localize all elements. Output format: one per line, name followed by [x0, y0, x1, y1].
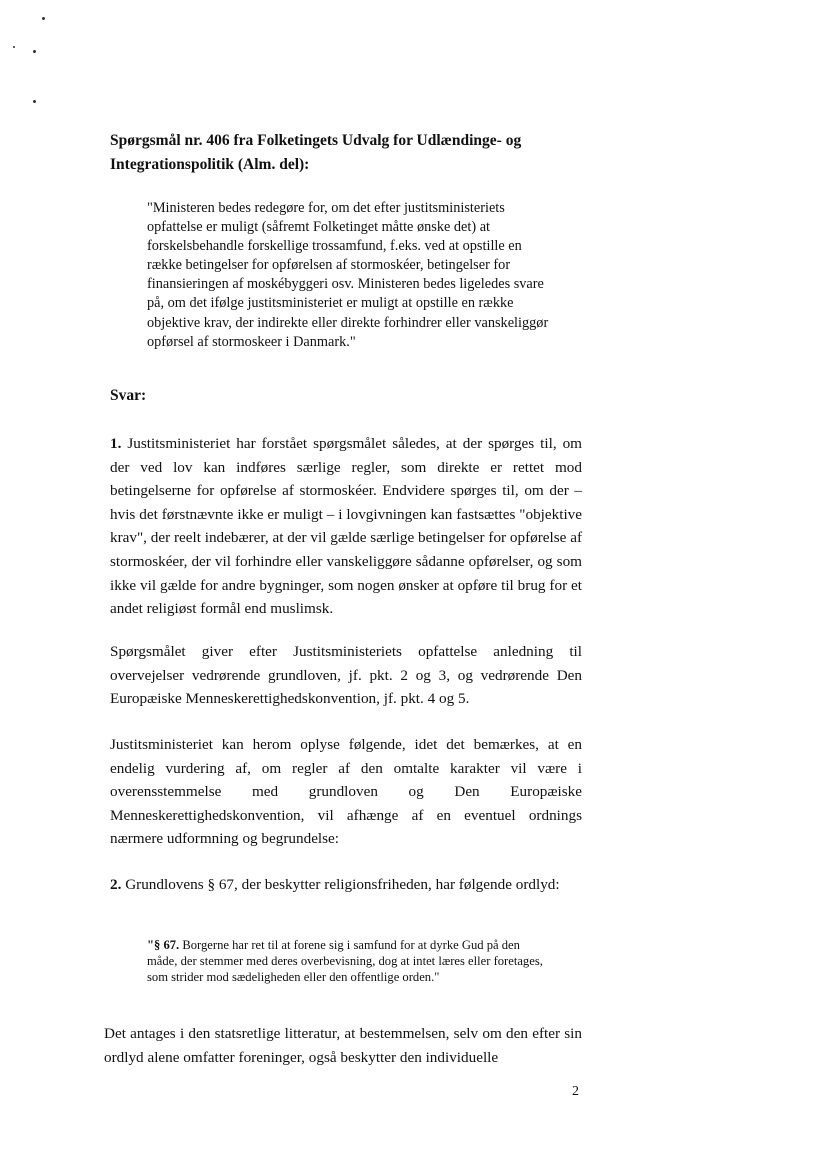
answer-label: Svar: [110, 387, 147, 404]
scan-speck [33, 100, 36, 103]
scan-speck [42, 17, 45, 20]
law-quote-ref: § 67. [154, 938, 180, 952]
page-number: 2 [572, 1084, 579, 1099]
question-quote: "Ministeren bedes redegøre for, om det efter justitsministeriets opfattelse er muligt (såfremt Folketinget måtte ønske det) at forskelsbehandle forskellige trossamfund, f.eks. ved at opstille en række betingelser for opførelsen af stormoskéer, betingelser for finansieringen af moskébyggeri osv. Ministeren bedes ligeledes svare på, om det ifølge justitsministeriet er muligt at opstille en række objektive krav, der indirekte eller direkte forhindrer eller vanskeliggør opførsel af stormoskeer i Danmark." [147, 200, 549, 350]
paragraph-5: Det antages i den statsretlige litteratur, at bestemmelsen, selv om den efter sin ordlyd alene omfatter foreninger, også beskytter den individuelle [104, 1025, 582, 1066]
paragraph-2: Spørgsmålet giver efter Justitsministeriets opfattelse anledning til overvejelser vedrørende grundloven, jf. pkt. 2 og 3, og vedrørende Den Europæiske Menneskerettighedskonvention, jf. pkt. 4 og 5. [110, 643, 582, 708]
scan-speck [33, 50, 36, 53]
question-heading: Spørgsmål nr. 406 fra Folketingets Udvalg for Udlændinge- og Integrationspolitik (Alm. del): [110, 132, 522, 173]
law-quote-text: Borgerne har ret til at forene sig i samfund for at dyrke Gud på den måde, der stemmer med deres overbevisning, dog at intet læres eller foretages, som strider mod sædeligheden eller den offentlige orden." [147, 938, 543, 984]
law-quote-open: " [147, 938, 154, 952]
section-2-paragraph [110, 873, 582, 897]
scan-speck [13, 46, 15, 48]
law-quote [147, 937, 547, 985]
section-number: 2. [110, 876, 122, 893]
section-1-text: Justitsministeriet har forstået spørgsmålet således, at der spørges til, om der ved lov kan indføres særlige regler, som direkte er rettet mod betingelserne for opførelse af stormoskéer. Endvidere spørges til, om der – hvis det førstnævnte ikke er muligt – i lovgivningen kan fastsættes "objektive krav", der reelt indebærer, at der vil gælde særlige betingelser for opførelse af stormoskéer, der vil forhindre eller vanskeliggøre sådanne opførelser, og som ikke vil gælde for andre bygninger, som nogen ønsker at opføre til brug for et andet religiøst formål end muslimsk. [110, 435, 583, 618]
paragraph-3: Justitsministeriet kan herom oplyse følgende, idet det bemærkes, at en endelig vurdering af, om regler af den omtalte karakter vil være i overensstemmelse med grundloven og Den Europæiske Menneskerettighedskonvention, vil afhænge af en eventuel ordnings nærmere udformning og begrundelse: [110, 736, 582, 848]
section-2-text: Grundlovens § 67, der beskytter religionsfriheden, har følgende ordlyd: [125, 876, 560, 893]
section-number: 1. [110, 435, 122, 452]
section-1-paragraph [110, 432, 582, 621]
